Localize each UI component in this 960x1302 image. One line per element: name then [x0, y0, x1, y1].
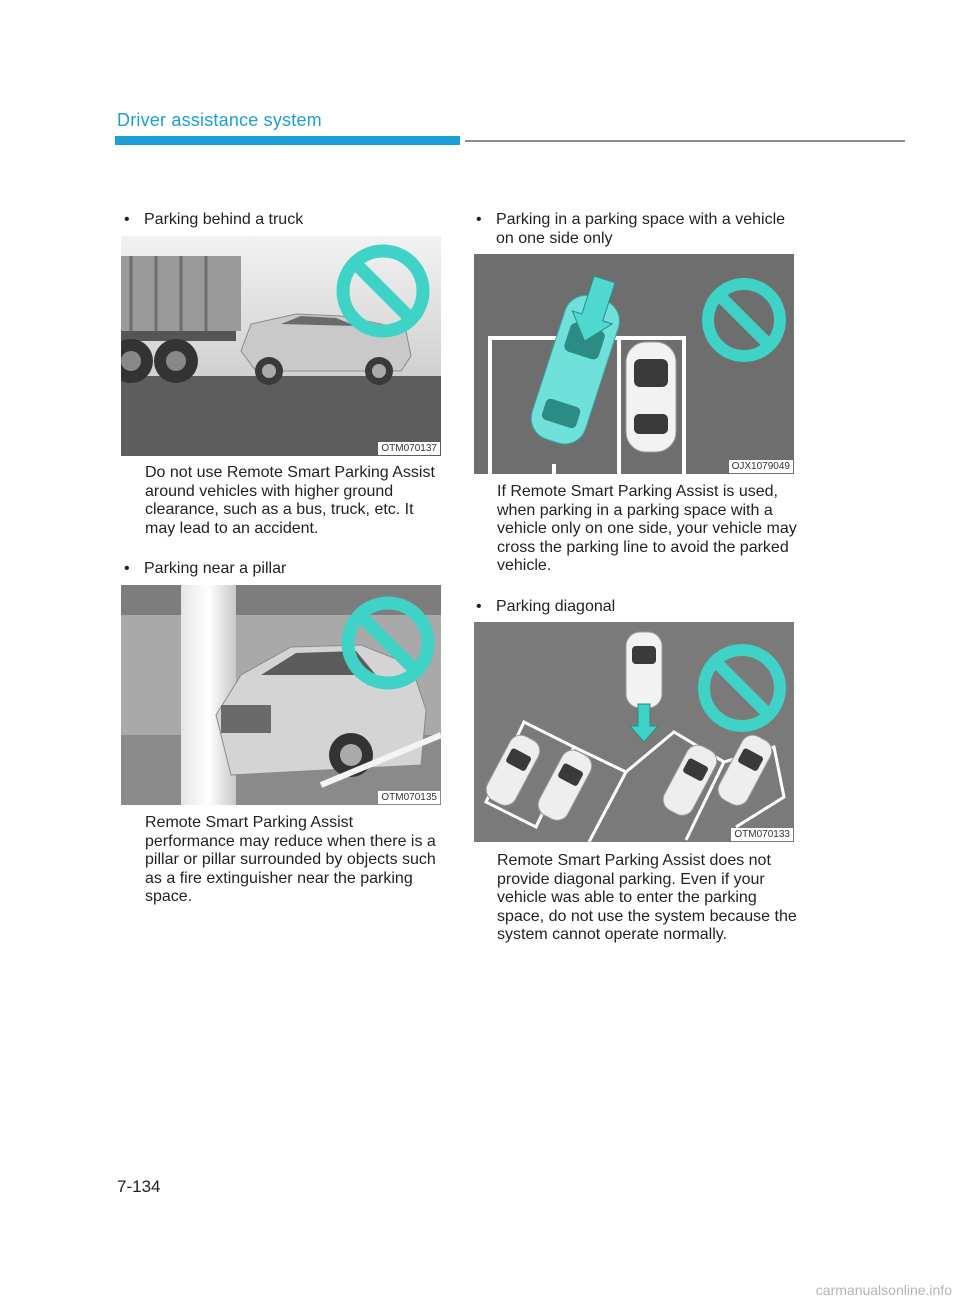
- bullet-label: Parking in a parking space with a vehicle on one side only: [496, 211, 786, 247]
- header-rule-gray: [465, 140, 905, 142]
- figure-code: OTM070137: [378, 442, 440, 455]
- truck-illustration: [121, 236, 441, 456]
- bullet-label: Parking behind a truck: [144, 211, 304, 228]
- bullet-parking-behind-truck: [124, 210, 444, 229]
- section-title: Driver assistance system: [117, 110, 322, 130]
- paragraph-truck: Do not use Remote Smart Parking Assist around vehicles with higher ground clearance, such as a bus, truck, etc. It may lead to an accident.: [145, 464, 435, 537]
- pillar-illustration: [121, 585, 441, 805]
- bullet-dot: •: [476, 211, 482, 228]
- bullet-dot: •: [476, 598, 482, 615]
- bullet-parking-one-side: [476, 210, 796, 248]
- figure-code: OTM070135: [378, 791, 440, 804]
- paragraph-pillar: Remote Smart Parking Assist performance may reduce when there is a pillar or pillar surrounded by objects such as a fire extinguisher near the parking space.: [145, 814, 436, 906]
- paragraph-diagonal: Remote Smart Parking Assist does not provide diagonal parking. Even if your vehicle was able to enter the parking space, do not use the system because the system cannot operate normally.: [497, 852, 797, 944]
- bullet-dot: •: [124, 211, 130, 228]
- watermark-link[interactable]: carmanualsonline.info: [815, 1282, 952, 1298]
- one-side-illustration: [474, 254, 794, 474]
- bullet-label: Parking diagonal: [496, 598, 616, 615]
- bullet-dot: •: [124, 560, 130, 577]
- figure-code: OTM070133: [731, 828, 793, 841]
- bullet-label: Parking near a pillar: [144, 560, 287, 577]
- bullet-parking-near-pillar: [124, 559, 444, 578]
- figure-pillar: [121, 585, 441, 805]
- paragraph-one-side: If Remote Smart Parking Assist is used, when parking in a parking space with a vehicle only on one side, your vehicle may cross the parking line to avoid the parked vehicle.: [497, 483, 797, 575]
- figure-diagonal: [474, 622, 794, 842]
- page-number: 7-134: [117, 1177, 161, 1196]
- figure-code: OJX1079049: [729, 460, 793, 473]
- bullet-parking-diagonal: [476, 597, 796, 616]
- figure-truck: [121, 236, 441, 456]
- figure-one-side: [474, 254, 794, 474]
- header-rule-blue: [115, 136, 460, 145]
- diagonal-illustration: [474, 622, 794, 842]
